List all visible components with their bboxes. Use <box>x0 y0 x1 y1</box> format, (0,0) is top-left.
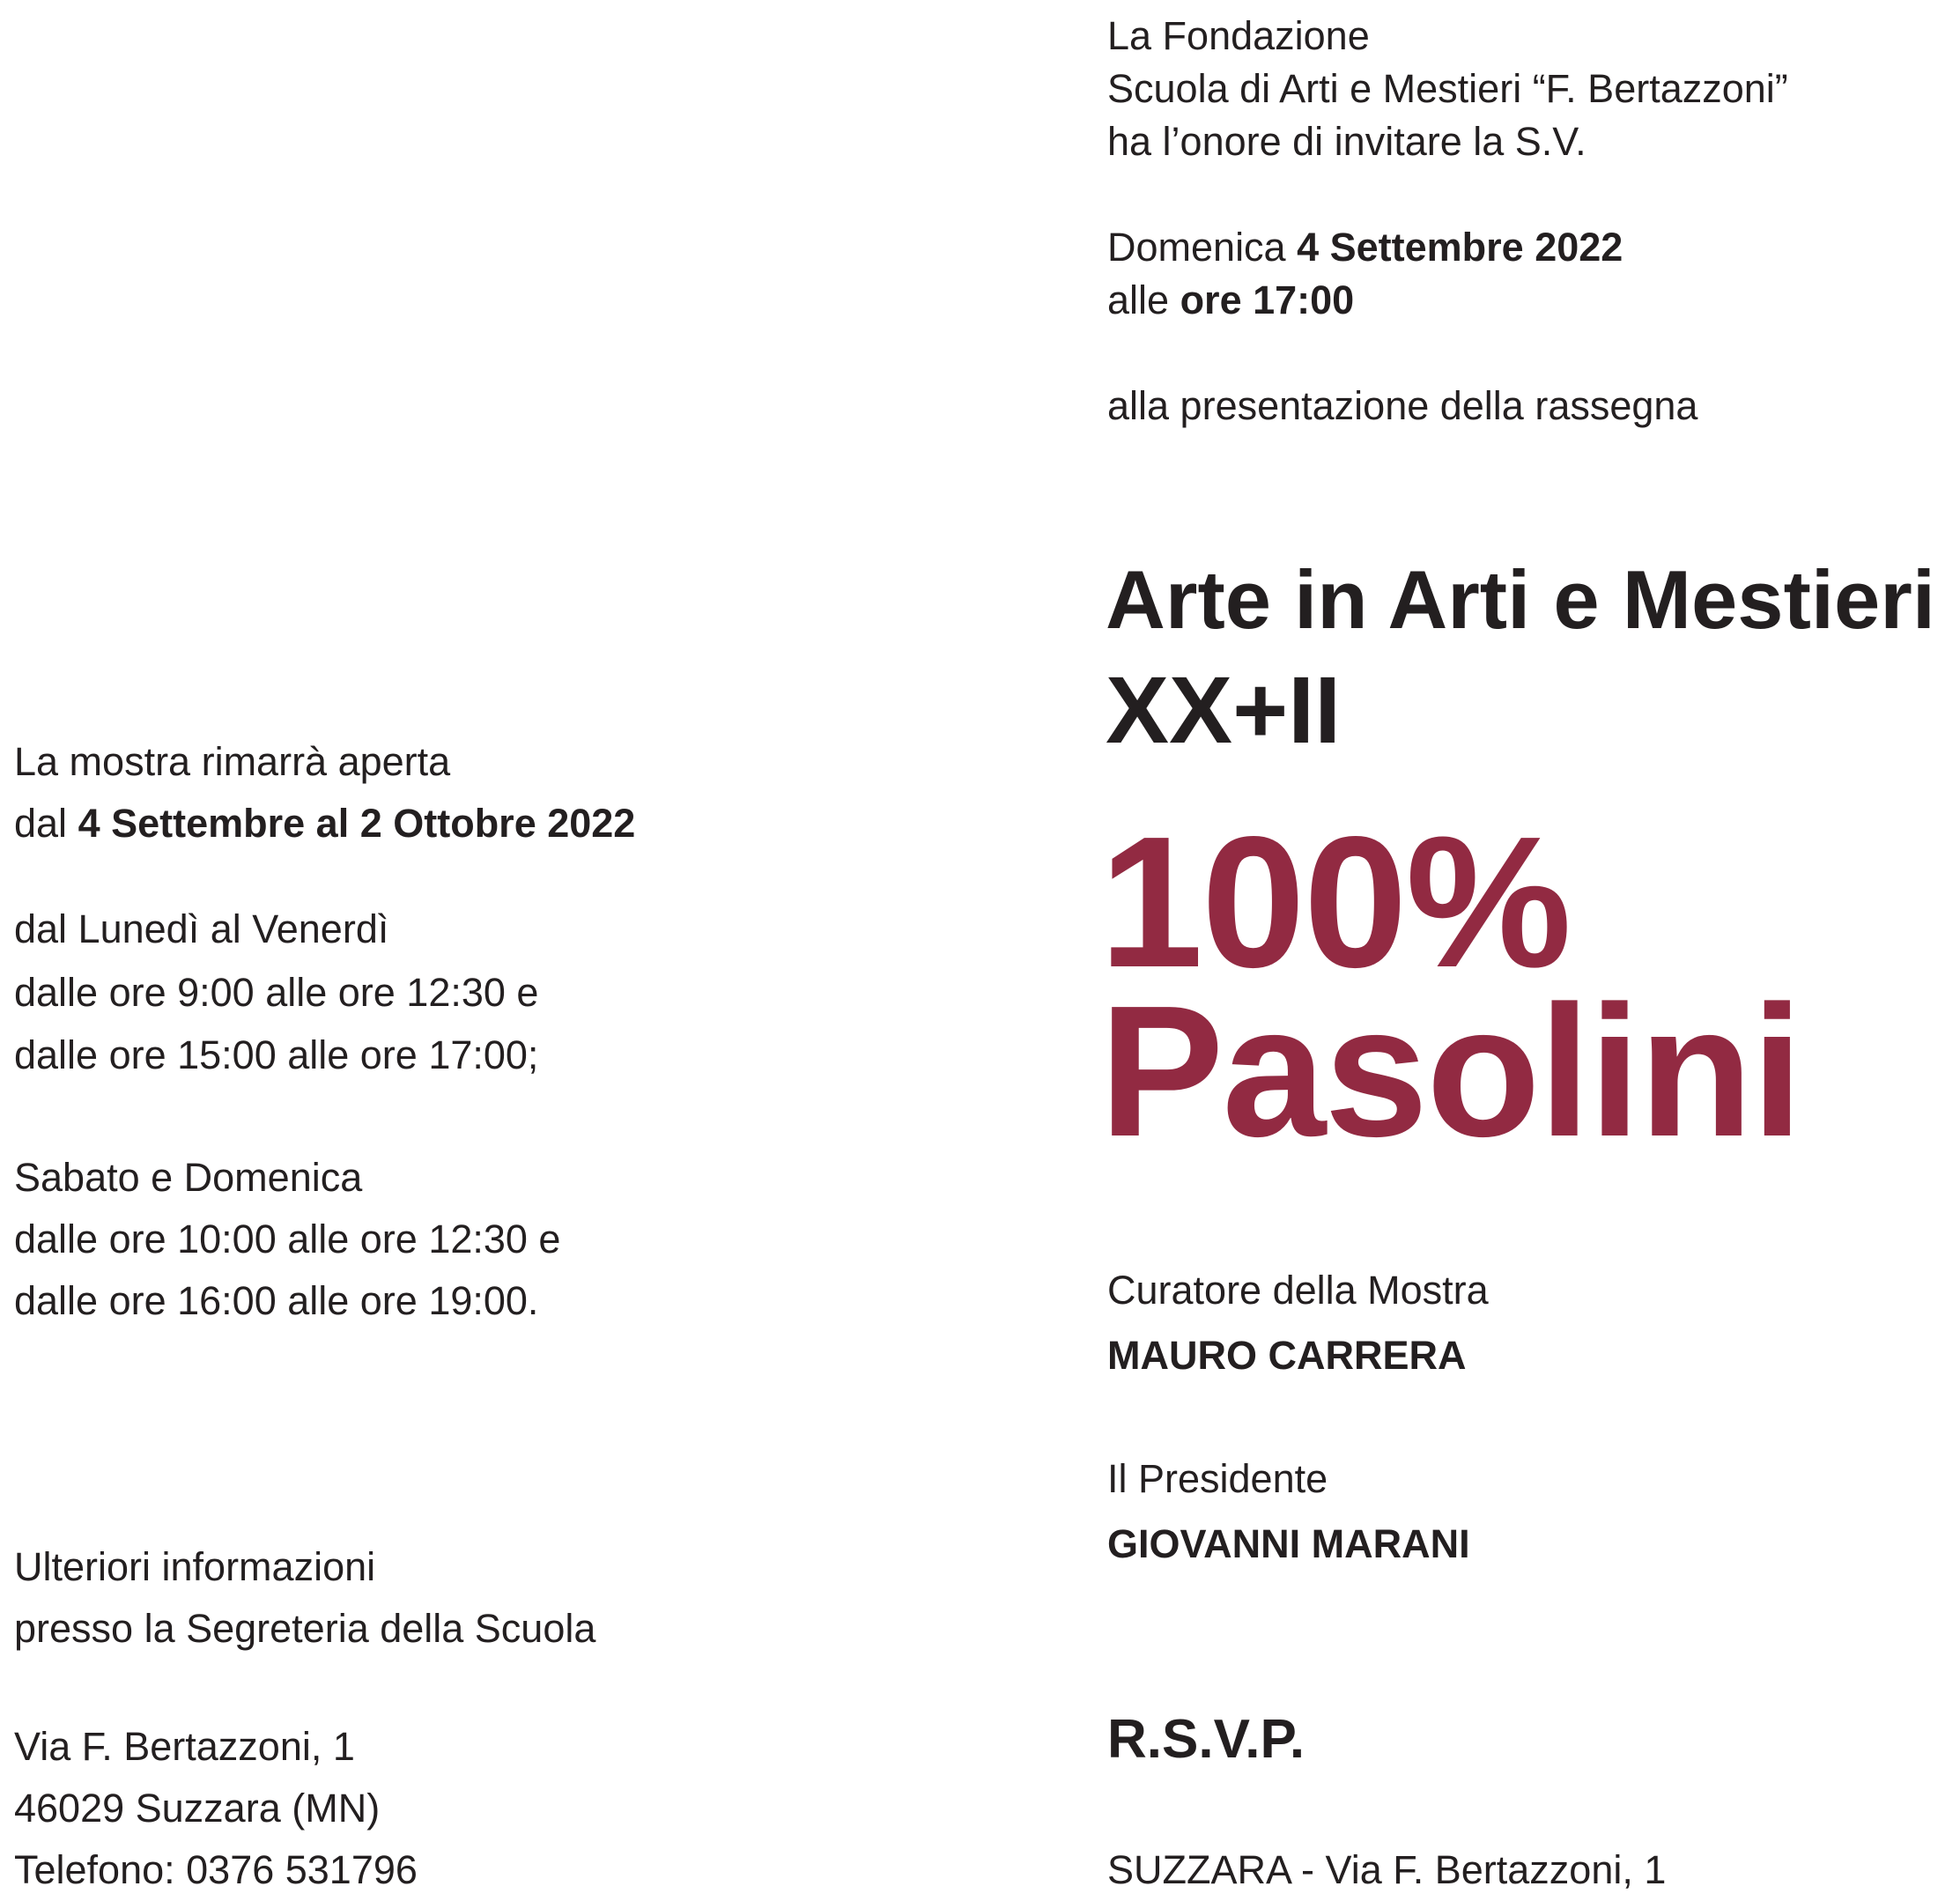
exhibition-title: Arte in Arti e Mestieri <box>1106 553 1935 646</box>
invite-time-prefix: alle <box>1107 277 1180 322</box>
invite-line-foundation: La Fondazione <box>1107 13 1370 58</box>
invite-date: 4 Settembre 2022 <box>1297 225 1623 270</box>
exhibition-highlight-percent: 100% <box>1099 797 1571 1006</box>
hours-weekend-morning: dalle ore 10:00 alle ore 12:30 e <box>14 1217 561 1261</box>
hours-range: 4 Settembre al 2 Ottobre 2022 <box>78 801 636 846</box>
hours-weekend: Sabato e Domenica <box>14 1155 363 1200</box>
invite-line-honor: ha l’onore di invitare la S.V. <box>1107 119 1586 164</box>
curator-label: Curatore della Mostra <box>1107 1268 1489 1313</box>
invite-presentation: alla presentazione della rassegna <box>1107 383 1698 428</box>
exhibition-highlight-name: Pasolini <box>1099 966 1801 1175</box>
invite-date-line <box>1107 225 1623 270</box>
venue-address: SUZZARA - Via F. Bertazzoni, 1 <box>1107 1847 1667 1892</box>
hours-intro: La mostra rimarrà aperta <box>14 739 451 784</box>
contact-info-line2: presso la Segreteria della Scuola <box>14 1606 596 1651</box>
invite-time-line <box>1107 277 1355 322</box>
rsvp-heading: R.S.V.P. <box>1107 1709 1305 1770</box>
curator-name: MAURO CARRERA <box>1107 1333 1467 1378</box>
contact-phone: Telefono: 0376 531796 <box>14 1847 418 1892</box>
invite-time: ore 17:00 <box>1180 277 1355 322</box>
contact-info-line1: Ulteriori informazioni <box>14 1544 376 1589</box>
hours-range-line <box>14 801 636 846</box>
hours-range-prefix: dal <box>14 801 78 846</box>
contact-address-street: Via F. Bertazzoni, 1 <box>14 1724 355 1769</box>
hours-weekdays-morning: dalle ore 9:00 alle ore 12:30 e <box>14 970 539 1015</box>
exhibition-edition: XX+II <box>1106 656 1342 763</box>
contact-address-city: 46029 Suzzara (MN) <box>14 1786 381 1831</box>
invite-day-prefix: Domenica <box>1107 225 1298 270</box>
hours-weekdays-afternoon: dalle ore 15:00 alle ore 17:00; <box>14 1032 539 1077</box>
president-label: Il Presidente <box>1107 1456 1328 1501</box>
president-name: GIOVANNI MARANI <box>1107 1521 1470 1566</box>
invite-line-school: Scuola di Arti e Mestieri “F. Bertazzoni” <box>1107 66 1788 111</box>
hours-weekend-afternoon: dalle ore 16:00 alle ore 19:00. <box>14 1278 539 1323</box>
hours-weekdays: dal Lunedì al Venerdì <box>14 906 389 951</box>
